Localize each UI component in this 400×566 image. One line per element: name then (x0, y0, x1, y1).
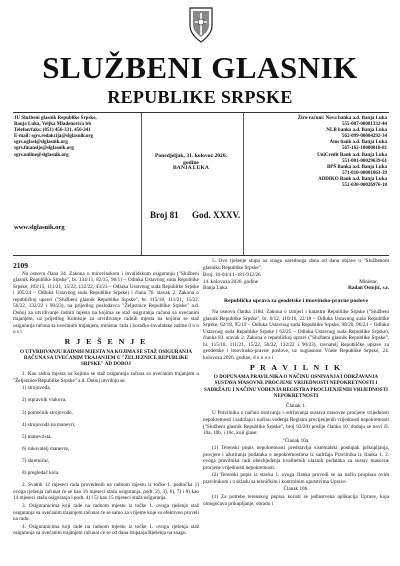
decision-point-2: 2. Svakih 12 mjeseci rada provedenih na radnom mjestu iz točke 1. podtočka 1) ovoga rješenja računat će se kao 16 mjeseci staža osiguranja, podt. 2), 3), 6), 7) i 8) kao 14 mjeseci staža osiguranja i podt. 4) i 5) kao 15 mjeseci staža osiguranja. (13, 482, 199, 502)
decision-point-4: 4. Osiguranicima koji rade na radnom mjestu iz točke 1. ovoga rješenja staž osiguranja sa uvećanim trajanjem računat će se od dana stupanja Rješenja na snagu. (13, 523, 199, 537)
decision-heading: R J E Š E N J E (64, 337, 148, 347)
job-positions-list (13, 385, 199, 477)
publisher-line: Banja Luka, Veljka Mlađenovića bb (14, 122, 92, 128)
bank-line: ADDIKO Bank a.d. Banja Luka (318, 176, 387, 182)
header-rule-top (13, 112, 389, 113)
gazette-subtitle: REPUBLIKE SRPSKE (107, 87, 293, 107)
reference-number: Broj: 16-04/4.1-181-912/26 (203, 272, 261, 279)
publisher-website: www.slglasnik.org (14, 224, 65, 231)
publisher-line: E-mail: sgrs.redakcija@slglasnik.org (14, 134, 94, 140)
header-divider-left (141, 113, 142, 255)
article-heading: Članak 1. (286, 402, 306, 409)
bank-line: 562-099-00004292-34 (342, 134, 387, 140)
article-10a-paragraph-1: (1) Terenski popis nepokretnosti predstavlja sistematski postupak prikupljanja, provjere i ažuriranja podataka o nepokretnostima iz sadržaja Pravilnika iz članka 1. 2. ovoga pravilnika radi obezbjeđenja kvalitetnih ulaznih podataka za sustav masovne procjene vrijednosti nepokretnosti. (203, 445, 389, 471)
issue-date: Ponedjeljak, 31. kolovoz 2026. godine (154, 153, 228, 166)
publisher-line: sgrs.oglasi@slglasnik.org (14, 140, 68, 146)
list-item: 7) skretničar, (22, 458, 50, 465)
list-item: 3) pomoćnik strojovođe, (22, 409, 73, 416)
list-item: 5) manevrista, (22, 433, 52, 440)
header-rule-bottom (13, 255, 389, 256)
article-1-text: U Pravilniku o načinu osnivanja i održavanja sustava masovne procjene vrijednosti nepokretnosti i sadržaju i načinu vođenja Registra procijenjenih vrijednosti nepokretnosti ("Službeni glasnik Republike Srpske", broj 92/20) poslije članka 10. dodaju se novi čl. 10a, 10b, i 10c, koji glase: (203, 410, 389, 437)
rulebook-preamble: Na osnovu članka 118d. Zakona o izmjeri i katastru Republike Srpske ("Službeni glasnik Republike Srpske", br. 6/12, 110/16, 22/18 – Odluka Ustavnog suda Republike Srpske, 62/18, 95/19 – Odluka Ustavnog suda Republike Srpske, 98/20, 96/24 – Odluka Ustavnog suda Republike Srpske i 63/25 – Odluka Ustavnog suda Republike Srpske), članka 83. stavak 2. Zakona o republičkoj upravi ("Službeni glasnik Republike Srpske", br. 115/18, 111/21, 15/22, 56/22, 132/22 i 90/23), ravnatelj Republičke uprave za geodetske i imovinsko-pravne poslove, uz suglasnost Vlade Republike Srpske, 24. kolovoza 2026. godine, d o n o s i (203, 309, 389, 362)
issue-year: God. XXXV. (192, 210, 241, 220)
list-item: 4) strojovođa na manevri, (22, 421, 76, 428)
list-item: 6) rukovatelj manevre, (22, 445, 70, 452)
issue-number: Broj 81 (150, 210, 179, 220)
publisher-line: sgrs.finansije@slglasnik.org (14, 146, 74, 152)
article-heading: Članak 10b. (283, 486, 309, 493)
issuing-authority: Republička uprava za geodetske i imovinsko-pravne poslove (224, 297, 368, 304)
bank-accounts (253, 116, 387, 189)
document-number: 2109 (13, 261, 28, 270)
bank-line: NLB banka a.d. Banja Luka (326, 128, 387, 134)
list-item: 1) strojovođa, (22, 385, 51, 392)
bank-line: 555-007-00001332-44 (342, 122, 387, 128)
reference-date: 14. kolovoza 2026. godine (203, 278, 259, 285)
decision-point-3: 3. Osiguranicima koji rade na radnom mjestu iz točke 1. ovoga rješenja staž osiguranja sa uvećanim trajanjem računat će se samo za vrijeme koje su efektivno proveli na radu. (13, 503, 199, 523)
publisher-line: JU Službeni glasnik Republike Srpske, (14, 116, 97, 121)
right-column (203, 258, 389, 508)
publisher-line: Telefon/faks: (051) 456-331, 456-341 (14, 128, 91, 134)
rulebook-title: O DOPUNAMA PRAVILNIKA O NAČINU OSNIVANJA I ODRŽAVANJA SUSTAVA MASOVNE PROCJENE VRIJEDNOSTI NEPOKRETNOSTI I SADRŽAJU I NAČINU VOĐENJA REGISTRA PROCIJENJENIH VRIJEDNOSTI NEPOKRETNOSTI (204, 374, 388, 399)
header-divider-right (243, 113, 244, 255)
decision-point-5: 5. Ovo rješenje stupa na snagu narednoga dana od dana objave u "Službenom glasniku Republike Srpske". (203, 258, 389, 271)
bank-line: 551-001-00029639-61 (342, 158, 387, 164)
bank-line: BPŠ Banka a.d. Banja Luka (326, 164, 387, 170)
list-item: 2) otpravnik vlakova, (22, 397, 67, 404)
publisher-info (14, 116, 134, 159)
left-column (13, 263, 199, 538)
bank-line: Žiro-računi: Nova banka a.d. Banja Luka (297, 116, 387, 121)
coat-of-arms-icon (186, 6, 216, 44)
signatory-name: Radan Ostojić, s.r. (348, 285, 389, 292)
article-heading: "Članak 10a. (282, 437, 310, 444)
gazette-title: SLUŽBENI GLASNIK (42, 50, 358, 85)
bank-line: 571-010-00001063-39 (342, 170, 387, 176)
bank-line: UniCredit Bank a.d. Banja Luka (317, 152, 387, 158)
bank-line: Atos bank a.d. Banja Luka (329, 140, 387, 146)
issue-place: BANJA LUKA (173, 165, 209, 171)
list-item: 8) pregledač kola. (22, 470, 60, 477)
publisher-line: sgrs.online@slglasnik.org (14, 152, 69, 158)
decision-title: O UTVRĐIVANJU RADNIH MJESTA NA KOJIMA SE STAŽ OSIGURANJA RAČUNA SA UVEĆANIM TRAJANJEM U "ŽELJEZNICE REPUBLIKE SRPSKE" AD DOBOJ (19, 348, 193, 367)
bank-line: 567-162-10000010-81 (342, 146, 387, 152)
article-10b-paragraph-1: (1) Za potrebe terenskog popisa koristi se jedinstvena aplikacija Uprave, koja omogućava prikupljanje, obradu i (203, 494, 389, 507)
bank-line: 552-030-00026976-18 (342, 183, 387, 189)
rulebook-heading: P R A V I L N I K (249, 362, 343, 372)
signature-block (203, 272, 389, 292)
decision-preamble: Na osnovu člana 34. Zakona o mirovinskom i invalidskom osiguranju ("Službeni glasnik Republike Srpske", br. 134/11, 82/15, 96/1) – Odluka Ustavnog suda Republike Srpske, 103/15, 111/21, 15/22, 132/22, 43/23 – Odluka Ustavnog suda Republike Srpske i 105/24 – Odluka Ustavnog suda Republike Srpske) i člana 76. stavak 2. Zakona o republičkoj upravi ("Službeni glasnik Republike Srpske", br. 115/18, 111/21, 15/22, 56/22, 132/22 i 90/23), na prijedlog poslodavca "Željeznice Republike Srpske" a.d. Doboj za utvrđivanje radnih mjesta na kojima se staž osiguranja računa sa uvećanim trajanjem, uz prijedlog Komisije za utvrđivanje radnih mjesta na kojima se staž osiguranja računa sa uvećanim trajanjem, ministar rada i boračko-invalidske zaštite d o n o s i (13, 270, 199, 336)
reference-place: Banja Luka (203, 285, 228, 292)
article-10a-paragraph-2: (2) Terenski popis iz stavka 1. ovoga članka provodi se na način propisan ovim pravilnikom i u skladu sa tehničkim i kontrolnim uputstvima Uprave. (203, 472, 389, 485)
decision-point-1: 1. Kao radna mjesta na kojima se staž osiguranja računa sa uvećanim trajanjem u "Željeznice Republike Srpske" a.d. Doboj utvrđuju se: (13, 371, 199, 384)
signatory-title: Ministar, (359, 278, 378, 285)
